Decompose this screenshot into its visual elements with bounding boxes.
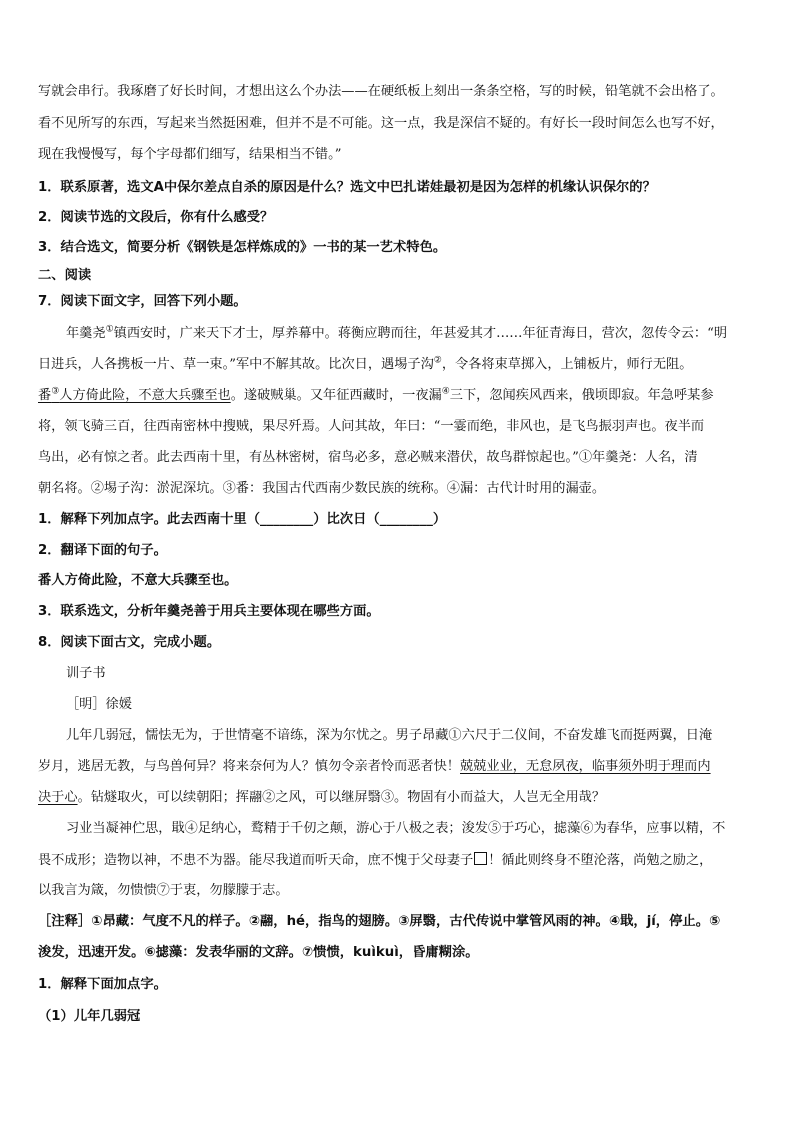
- question-7-2: 2．翻译下面的句子。: [38, 543, 167, 558]
- passage-line: 年羹尧①镇西安时，广来天下才士，厚养幕中。蒋衡应聘而往，年甚爱其才……年征青海日，营次，忽传令云：“明: [66, 324, 728, 341]
- passage-line: 将，领飞骑三百，往西南密林中搜贼，果尽歼焉。人问其故，年曰：“一霎而绝，非风也，是飞鸟振羽声也。夜半而: [38, 419, 705, 434]
- underlined-sentence: 决于心: [38, 790, 78, 805]
- question-8-1-1: （1）儿年几弱冠: [38, 1009, 141, 1024]
- translation-sentence: 番人方倚此险，不意大兵骤至也。: [38, 573, 238, 588]
- passage-line: 儿年几弱冠，懦怯无为，于世情毫不谙练，深为尔忧之。男子昂藏①六尺于二仪间，不奋发雄飞而挺两翼，日淹: [66, 728, 713, 743]
- missing-character-box: [474, 852, 487, 865]
- passage-line: 畏不成形；造物以神，不患不为器。能尽我道而听天命，庶不愧于父母妻子 ！循此则终身不堕沦落，尚勉之励之，: [38, 853, 713, 868]
- notes-line: ［注释］①昂藏：气度不凡的样子。②翮，hé，指鸟的翅膀。③屏翳，古代传说中掌管风雨的神。④戢，jí，停止。⑤: [38, 914, 721, 929]
- passage-title: 训子书: [66, 666, 106, 681]
- passage-line: 朝名将。②埸子沟：淤泥深坑。③番：我国古代西南少数民族的统称。④漏：古代计时用的漏壶。: [38, 481, 606, 496]
- question-8: 8．阅读下面古文，完成小题。: [38, 635, 221, 650]
- passage-line: 番③人方倚此险，不意大兵骤至也。遂破贼巢。又年征西藏时，一夜漏④三下，忽闻疾风西来，俄顷即寂。年急呼某参: [38, 386, 714, 403]
- text-line: 写就会串行。我琢磨了好长时间，才想出这么个办法——在硬纸板上刻出一条条空格，写的时候，铅笔就不会出格了。: [38, 84, 724, 99]
- passage-line: 日进兵，人各携板一片、草一束。”军中不解其故。比次日，遇埸子沟②，令各将束草掷入，上铺板片，师行无阻。: [38, 355, 693, 372]
- passage-line: 以我言为箴，勿愦愦⑦于衷，勿朦朦于志。: [38, 883, 289, 898]
- passage-line: 习业当凝神伫思，戢④足纳心，鹜精于千仞之颠，游心于八极之表；浚发⑤于巧心，摅藻⑥为春华，应事以精，不: [66, 821, 726, 836]
- passage-line: 决于心。钻燧取火，可以续朝阳；挥翮②之风，可以继屏翳③。物固有小而益大，人岂无全用哉？: [38, 790, 606, 805]
- question-3: 3．结合选文，简要分析《钢铁是怎样炼成的》一书的某一艺术特色。: [38, 240, 447, 255]
- question-7-3: 3．联系选文，分析年羹尧善于用兵主要体现在哪些方面。: [38, 604, 380, 619]
- question-1: 1．联系原著，选文A中保尔差点自杀的原因是什么？选文中巴扎诺娃最初是因为怎样的机缘认识保尔的？: [38, 180, 656, 195]
- question-8-1: 1．解释下面加点字。: [38, 977, 167, 992]
- notes-line: 浚发，迅速开发。⑥摅藻：发表华丽的文辞。⑦愦愦，kuìkuì，昏庸糊涂。: [38, 945, 479, 960]
- passage-author: ［明］徐媛: [66, 697, 132, 712]
- question-7: 7．阅读下面文字，回答下列小题。: [38, 294, 247, 309]
- passage-line: 岁月，逃居无教，与鸟兽何异？将来奈何为人？慎勿令亲者怜而恶者快！兢兢业业，无怠夙夜，临事须外明于理而内: [38, 759, 711, 774]
- underlined-sentence: 番③人方倚此险，不意大兵骤至也: [38, 386, 231, 403]
- question-7-1: 1．解释下列加点字。此去西南十里（________）比次日（________）: [38, 512, 447, 527]
- text-line: 现在我慢慢写，每个字母都们细写，结果相当不错。”: [38, 147, 342, 162]
- underlined-sentence: 兢兢业业，无怠夙夜，临事须外明于理而内: [460, 759, 711, 774]
- passage-line: 鸟出，必有惊之者。此去西南十里，有丛林密树，宿鸟必多，意必贼来潜伏，故鸟群惊起也。”①年羹尧：人名，清: [38, 450, 698, 465]
- text-line: 看不见所写的东西，写起来当然挺困难，但并不是不可能。这一点，我是深信不疑的。有好长一段时间怎么也写不好，: [38, 116, 724, 131]
- section-heading: 二、阅读: [38, 268, 92, 283]
- question-2: 2．阅读节选的文段后，你有什么感受？: [38, 210, 274, 225]
